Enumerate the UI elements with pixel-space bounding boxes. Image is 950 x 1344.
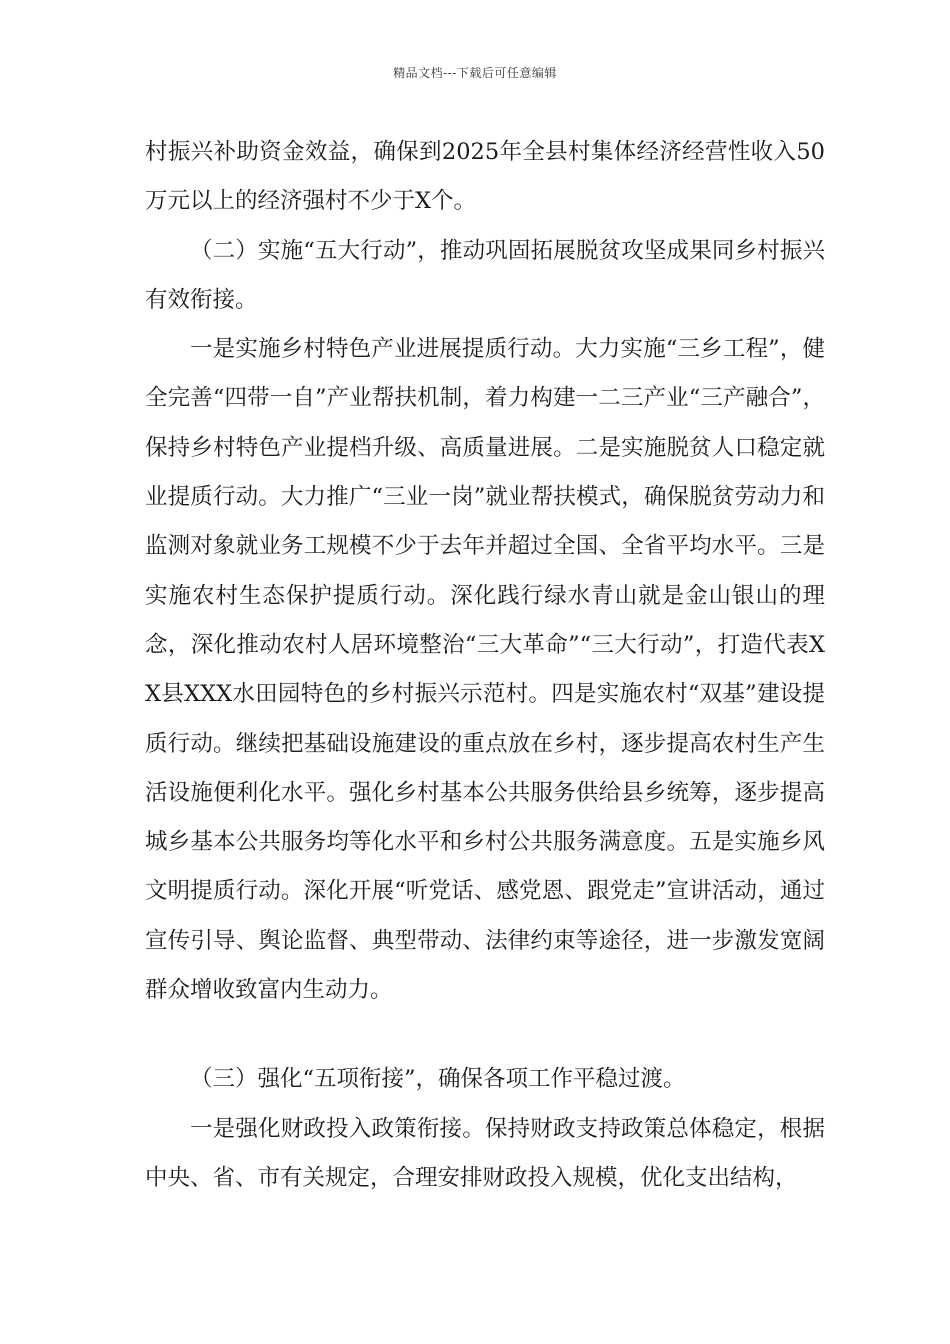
- paragraph-gap: [145, 1015, 825, 1055]
- document-body: [145, 128, 825, 1203]
- paragraph-4-section-heading: （三）强化“五项衔接”，确保各项工作平稳过渡。: [190, 1066, 686, 1093]
- paragraph-1: 村振兴补助资金效益，确保到2025年全县村集体经济经营性收入50万元以上的经济强村不少于X个。: [145, 139, 825, 215]
- paragraph-3-five-actions: 一是实施乡村特色产业进展提质行动。大力实施“三乡工程”，健全完善“四带一自”产业帮扶机制，着力构建一二三产业“三产融合”，保持乡村特色产业提档升级、高质量进展。二是实施脱贫人口稳定就业提质行动。大力推广“三业一岗”就业帮扶模式，确保脱贫劳动力和监测对象就业务工规模不少于去年并超过全国、全省平均水平。三是实施农村生态保护提质行动。深化践行绿水青山就是金山银山的理念，深化推动农村人居环境整治“三大革命”“三大行动”，打造代表XX县XXX水田园特色的乡村振兴示范村。四是实施农村“双基”建设提质行动。继续把基础设施建设的重点放在乡村，逐步提高农村生产生活设施便利化水平。强化乡村基本公共服务供给县乡统筹，逐步提高城乡基本公共服务均等化水平和乡村公共服务满意度。五是实施乡风文明提质行动。深化开展“听党话、感党恩、跟党走”宣讲活动，通过宣传引导、舆论监督、典型带动、法律约束等途径，进一步激发宽阔群众增收致富内生动力。: [145, 336, 825, 1004]
- paragraph-2-section-heading: （二）实施“五大行动”，推动巩固拓展脱贫攻坚成果同乡村振兴有效衔接。: [145, 237, 825, 313]
- page-header: 精品文档---下载后可任意编辑: [393, 66, 557, 80]
- paragraph-5: 一是强化财政投入政策衔接。保持财政支持政策总体稳定，根据中央、省、市有关规定，合理安排财政投入规模，优化支出结构，: [145, 1115, 825, 1191]
